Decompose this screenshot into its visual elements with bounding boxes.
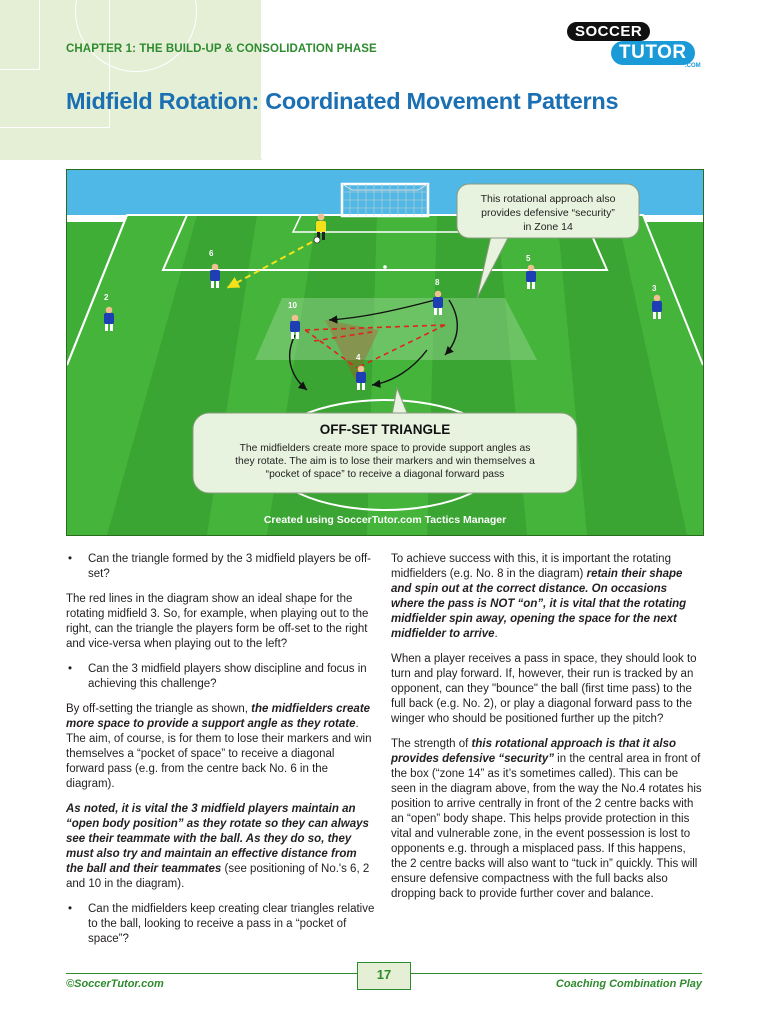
left-bullet-3: • Can the midfielders keep creating clear triangles relative to the ball, looking to receive a pass in a “pocket of space”? xyxy=(66,902,376,947)
left-bullet-1: • Can the triangle formed by the 3 midfield players be off-set? xyxy=(66,552,376,582)
text-span: . The aim, of course, is for them to lose their markers and win themselves a “pocket of space” to receive a diagonal forward pass (e.g. from the centre back No. 6 in the diagram). xyxy=(66,718,372,790)
tactics-diagram xyxy=(66,169,704,536)
player-number-8: 8 xyxy=(435,278,440,287)
emphasis-span: this rotational approach is that it also provides defensive “security” xyxy=(391,738,677,765)
callout-line-3: in Zone 14 xyxy=(523,221,573,233)
emphasis-span: retain their shape and spin out at the correct distance. On occasions where the pass is NOT “on”, it is vital that the rotating midfielder spin away, opening the space for the next midfielder to arrive xyxy=(391,568,687,640)
player-number-4: 4 xyxy=(356,353,361,362)
callout-line-1: This rotational approach also xyxy=(480,193,616,205)
footer-book-title: Coaching Combination Play xyxy=(555,978,702,990)
logo-top-text: SOCCER xyxy=(567,22,650,41)
logo-com-text: .COM xyxy=(685,63,701,69)
left-paragraph-2 xyxy=(66,702,376,792)
diagram-credit: Created using SoccerTutor.com Tactics Manager xyxy=(263,514,507,526)
logo-bottom-text: TUTOR xyxy=(611,41,695,65)
player-number-2: 2 xyxy=(104,293,109,302)
player-number-6: 6 xyxy=(209,249,214,258)
left-bullet-2: • Can the 3 midfield players show discipline and focus in achieving this challenge? xyxy=(66,662,376,692)
chapter-label: CHAPTER 1: xyxy=(66,43,137,55)
player-number-10: 10 xyxy=(288,301,297,310)
footer-copyright: ©SoccerTutor.com xyxy=(66,978,164,990)
right-column xyxy=(391,552,702,912)
text-span: The strength of xyxy=(391,738,472,750)
chapter-title: THE BUILD-UP & CONSOLIDATION PHASE xyxy=(139,43,377,55)
box-line-2: they rotate. The aim is to lose their markers and win themselves a xyxy=(235,456,535,467)
corner-pitch-decoration xyxy=(0,0,262,160)
left-column xyxy=(66,552,376,957)
left-paragraph-3 xyxy=(66,802,376,892)
text-span: (see positioning of No.'s 6, 2 and 10 in the diagram). xyxy=(66,863,370,890)
box-line-1: The midfielders create more space to provide support angles as xyxy=(239,443,531,454)
left-paragraph-1: The red lines in the diagram show an ideal shape for the rotating midfield 3. So, for example, when playing out to the right, can the triangle the players form be off-set to the right and vice-versa when playing out to the left? xyxy=(66,593,369,650)
soccertutor-logo xyxy=(567,22,707,72)
text-span: in the central area in front of the box (“zone 14” as it’s sometimes called). This can be seen in the diagram above, from the way the No.4 rotates his position to arrive centrally in front of the 2 centre backs with an “open” body shape. This helps provide protection in this vital and vulnerable zone, in the event possession is lost to opponents e.g. through a misplaced pass. If this happens, the 2 centre backs will also want to “tuck in” quickly. This will ensure defensive compactness with the full backs also dropping back to provide further cover and balance. xyxy=(391,753,702,900)
page-number: 17 xyxy=(357,962,411,990)
callout-line-2: provides defensive “security” xyxy=(481,207,615,219)
chapter-heading xyxy=(66,43,377,55)
right-paragraph-1 xyxy=(391,552,702,642)
text-span: By off-setting the triangle as shown, xyxy=(66,703,252,715)
text-span: . xyxy=(494,628,498,640)
right-paragraph-2: When a player receives a pass in space, they should look to turn and play forward. If, however, their run is tracked by an opponent, can they "bounce" the ball (first time pass) to the full back (e.g. No. 2), or play a diagonal forward pass to the winger who should be positioned further up the pitch? xyxy=(391,653,697,725)
box-line-3: “pocket of space” to receive a diagonal forward pass xyxy=(265,469,505,480)
player-number-3: 3 xyxy=(652,284,657,293)
page-title: Midfield Rotation: Coordinated Movement Patterns xyxy=(66,88,619,114)
text-span: To achieve success with this, it is important the rotating midfielders (e.g. No. 8 in the diagram) xyxy=(391,553,671,580)
emphasis-span: the midfielders create more space to provide a support angle as they rotate xyxy=(66,703,371,730)
right-paragraph-3 xyxy=(391,737,702,902)
emphasis-span: As noted, it is vital the 3 midfield players maintain an “open body position” as they rotate so they can always see their teammate with the ball. As they do so, they must also try and maintain an effective distance from the ball and their teammates xyxy=(66,803,369,875)
box-title: OFF-SET TRIANGLE xyxy=(319,422,451,437)
player-number-5: 5 xyxy=(526,254,531,263)
